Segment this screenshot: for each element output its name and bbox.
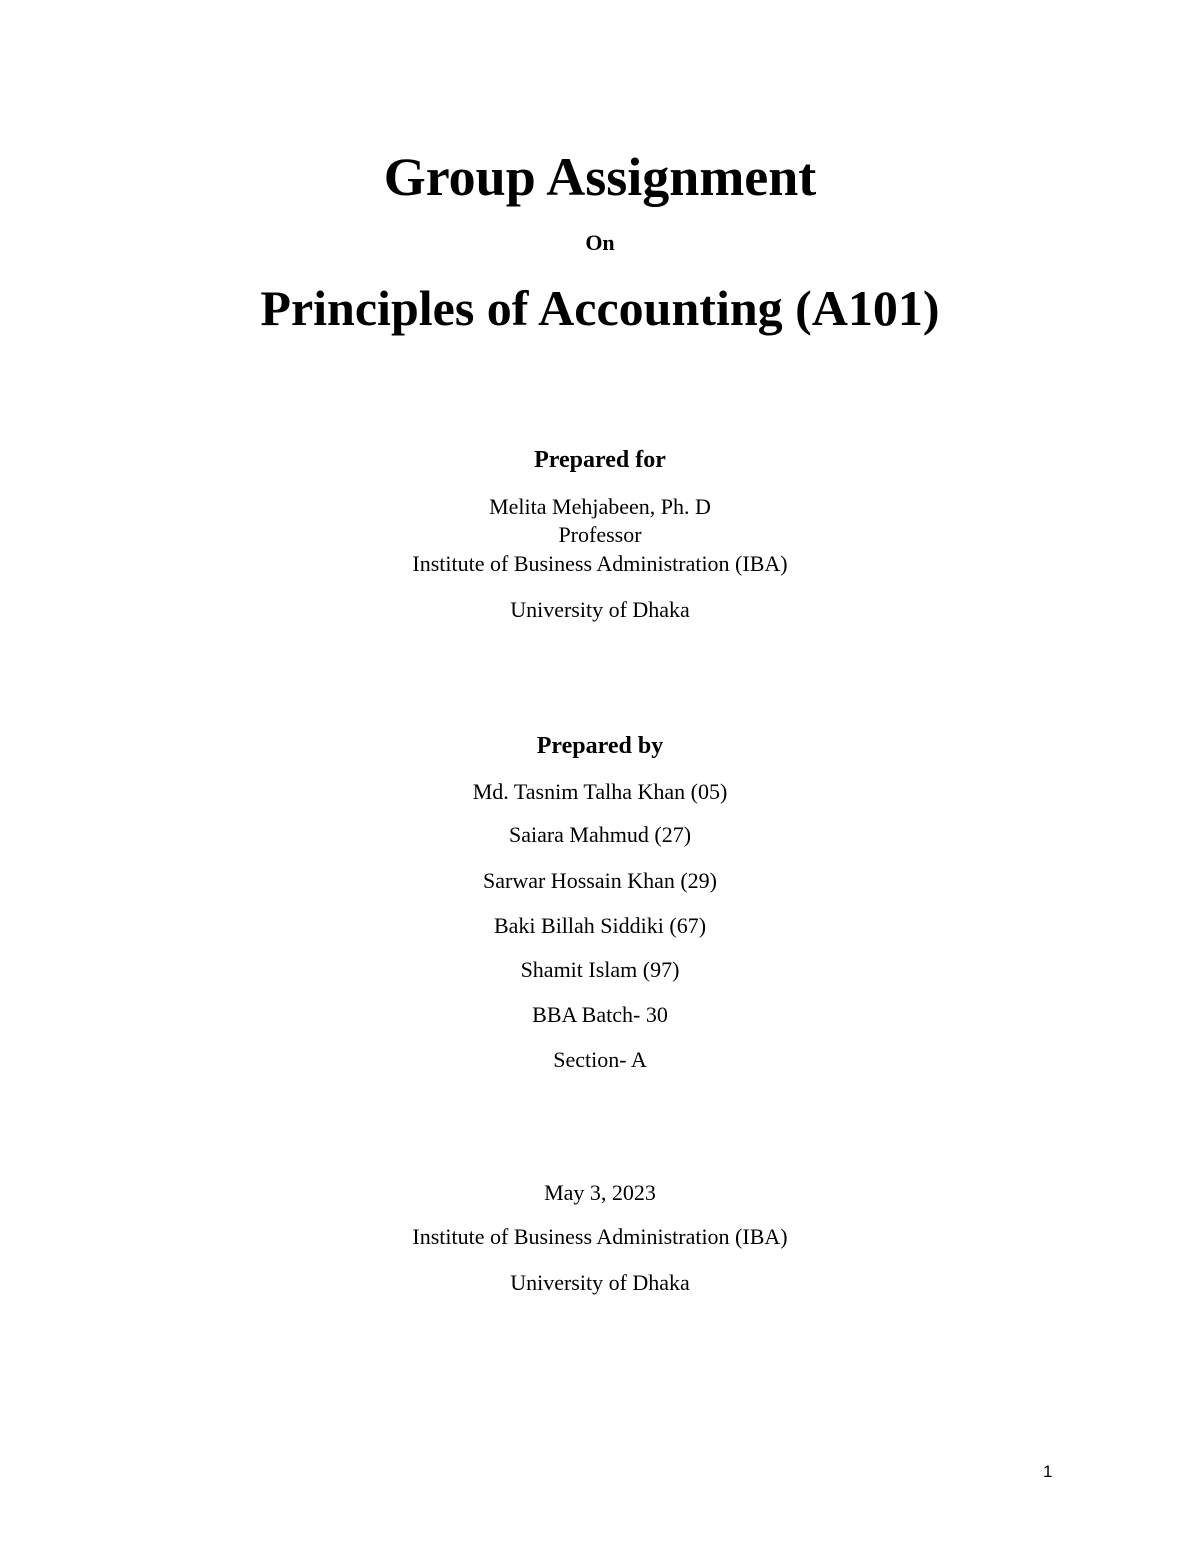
- recipient-institute: Institute of Business Administration (IBA): [412, 551, 788, 576]
- footer-university: University of Dhaka: [510, 1270, 690, 1295]
- prepared-for-heading: Prepared for: [534, 447, 666, 473]
- title-connector: On: [585, 230, 615, 255]
- member-4: Baki Billah Siddiki (67): [493, 913, 707, 938]
- prepared-by-heading: Prepared by: [536, 733, 664, 759]
- member-5: Shamit Islam (97): [520, 957, 680, 982]
- recipient-name: Melita Mehjabeen, Ph. D: [489, 494, 711, 519]
- recipient-designation: Professor: [558, 522, 642, 547]
- document-title: Group Assignment: [383, 147, 817, 207]
- page-number: 1: [1043, 1462, 1053, 1481]
- course-title: Principles of Accounting (A101): [260, 280, 940, 336]
- recipient-university: University of Dhaka: [510, 597, 690, 622]
- member-3: Sarwar Hossain Khan (29): [483, 868, 717, 893]
- section-label: Section- A: [553, 1047, 647, 1072]
- member-2: Saiara Mahmud (27): [508, 822, 692, 847]
- submission-date: May 3, 2023: [544, 1180, 656, 1205]
- member-1: Md. Tasnim Talha Khan (05): [472, 779, 728, 804]
- batch-label: BBA Batch- 30: [532, 1002, 668, 1027]
- footer-institute: Institute of Business Administration (IBA): [412, 1224, 788, 1249]
